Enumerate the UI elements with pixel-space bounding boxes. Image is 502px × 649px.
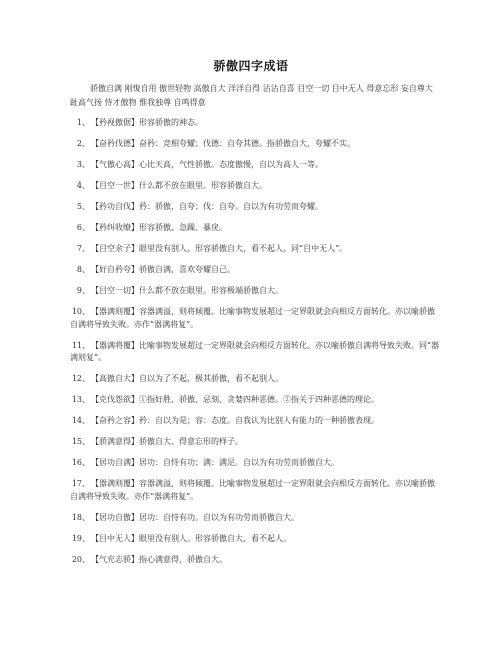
- idiom-summary-paragraph: 骄傲自满 刚愎自用 傲世轻物 高傲自大 洋洋自得 沾沾自喜 目空一切 目中无人 得意忘形 妄自尊大 趾高气扬 恃才傲物 惟我独尊 自鸣得意: [70, 84, 433, 107]
- idiom-definition: 【目空一世】什么都不放在眼里。形容骄傲自大。: [91, 181, 267, 190]
- idiom-list-item: [70, 436, 442, 449]
- idiom-definition: 【目空余子】眼里没有别人。形容骄傲自大，看不起人。同“目中无人”。: [91, 244, 348, 253]
- idiom-definition: 【奋矜伐德】奋矜：竞相夸耀；伐德：自夸其德。指骄傲自大，夸耀不实。: [91, 139, 355, 148]
- idiom-definition: 【器满则覆】容器满溢，则将倾覆。比喻事物发展超过一定界限就会向相反方面转化。亦以喻骄傲自满将导致失败。亦作“器满将复”。: [70, 307, 435, 329]
- idiom-number: 6、: [76, 223, 90, 232]
- idiom-list-item: [70, 554, 442, 567]
- idiom-number: 9、: [76, 286, 90, 295]
- idiom-definition: 【居功自满】居功：自恃有功；满：满足。自以为有功劳而骄傲自大。: [91, 458, 339, 467]
- idiom-list-item: [70, 457, 442, 470]
- idiom-definition: 【好自矜夸】骄傲自满，喜欢夸耀自己。: [91, 265, 235, 274]
- idiom-definition: 【器满将覆】比喻事物发展超过一定界限就会向相反方面转化。亦以喻骄傲自满将导致失败。同“器满则复”。: [70, 340, 440, 362]
- idiom-definition: 【矜视傲倨】形容骄傲的神态。: [91, 118, 203, 127]
- idiom-list: [70, 117, 442, 575]
- idiom-number: 16、: [71, 458, 90, 467]
- idiom-definition: 【高傲自大】自以为了不起，极其骄傲，看不起别人。: [91, 374, 283, 383]
- idiom-list-item: [70, 159, 442, 172]
- idiom-definition: 【气充志骄】指心满意得，骄傲自大。: [91, 554, 227, 564]
- idiom-list-item: [70, 117, 442, 130]
- idiom-number: 2、: [76, 139, 90, 148]
- idiom-definition: 【目中无人】眼里没有别人。形容骄傲自大，看不起人。: [91, 533, 291, 543]
- idiom-number: 1、: [76, 118, 90, 127]
- idiom-number: 15、: [71, 437, 90, 446]
- idiom-definition: 【克伐怨欲】①指好胜、骄傲、忌刻、贪婪四种恶德。②指关于四种恶德的理论。: [91, 395, 379, 404]
- idiom-number: 10、: [71, 307, 90, 316]
- idiom-definition: 【居功自傲】居功：自恃有功。自以为有功劳而骄傲自大。: [91, 512, 299, 522]
- idiom-list-item: [70, 222, 442, 235]
- idiom-list-item: [70, 512, 442, 525]
- idiom-definition: 【气傲心高】心比天高，气性骄傲。态度傲慢，自以为高人一等。: [91, 160, 323, 169]
- idiom-number: 19、: [71, 533, 90, 543]
- idiom-number: 20、: [71, 554, 90, 564]
- idiom-definition: 【奋矜之容】矜：自以为是；容：态度。自我认为比别人有能力的一种骄傲表现。: [91, 416, 379, 425]
- document-title: 骄傲四字成语: [213, 59, 289, 73]
- idiom-list-item: [70, 478, 442, 503]
- idiom-list-item: [70, 285, 442, 298]
- idiom-number: 8、: [76, 265, 90, 274]
- idiom-number: 12、: [71, 374, 90, 383]
- idiom-list-item: [70, 243, 442, 256]
- idiom-number: 11、: [71, 340, 90, 350]
- idiom-number: 18、: [71, 512, 90, 522]
- idiom-number: 3、: [76, 160, 90, 169]
- idiom-list-item: [70, 394, 442, 407]
- idiom-definition: 【器满则覆】容器满溢，则将倾覆。比喻事物发展超过一定界限就会向相反方面转化。亦以喻骄傲自满将导致失败。亦作“器满将复”。: [70, 479, 435, 501]
- idiom-definition: 【矜功自伐】矜：骄傲，自夸；伐：自夸。自以为有功劳而夸耀。: [91, 202, 323, 211]
- idiom-list-item: [70, 264, 442, 277]
- idiom-definition: 【目空一切】什么都不放在眼里。形容极端骄傲自大。: [91, 286, 283, 295]
- idiom-number: 17、: [71, 479, 90, 488]
- idiom-list-item: [70, 533, 442, 546]
- idiom-number: 7、: [76, 244, 90, 253]
- idiom-list-item: [70, 340, 442, 365]
- idiom-number: 13、: [71, 395, 90, 404]
- idiom-list-item: [70, 201, 442, 214]
- idiom-list-item: [70, 373, 442, 386]
- idiom-list-item: [70, 306, 442, 331]
- idiom-list-item: [70, 415, 442, 428]
- idiom-list-item: [70, 138, 442, 151]
- idiom-number: 4、: [76, 181, 90, 190]
- idiom-number: 14、: [71, 416, 90, 425]
- idiom-definition: 【骄满意得】骄傲自大、得意忘形的样子。: [91, 437, 243, 446]
- idiom-list-item: [70, 180, 442, 193]
- idiom-number: 5、: [76, 202, 90, 211]
- idiom-definition: 【矜纠收缭】形容骄傲、急躁、暴戾。: [91, 223, 227, 232]
